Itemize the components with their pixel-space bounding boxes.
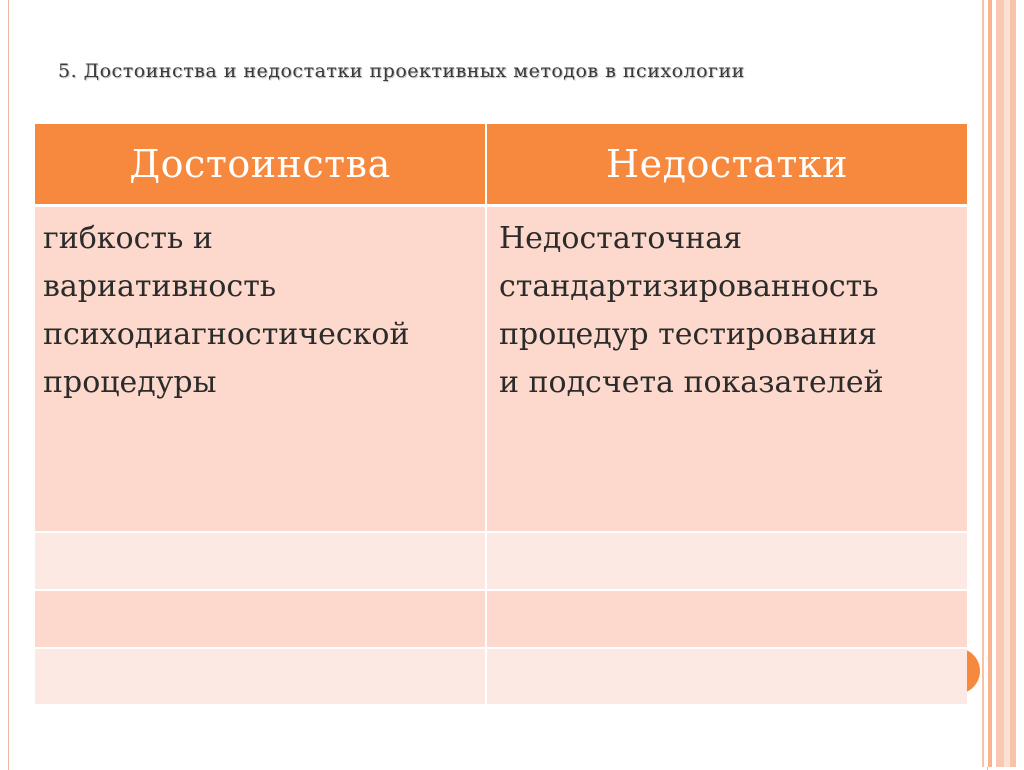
cell-empty	[487, 591, 967, 647]
cell-text-line: стандартизированность	[499, 269, 879, 304]
decorative-stripes	[980, 0, 1024, 767]
header-advantages: Достоинства	[35, 124, 487, 204]
cell-empty	[35, 591, 487, 647]
cell-text-line: вариативность	[43, 269, 277, 304]
cell-text-line: Недостаточная	[499, 221, 743, 256]
cell-text-line: процедуры	[43, 365, 217, 400]
cell-text-line: гибкость и	[43, 221, 213, 256]
cell-empty	[487, 533, 967, 589]
header-disadvantages: Недостатки	[606, 142, 848, 186]
table-row-empty	[35, 649, 967, 706]
cell-empty	[35, 649, 487, 704]
cell-text-line: и подсчета показателей	[499, 365, 884, 400]
comparison-table	[35, 124, 967, 706]
slide-title: 5. Достоинства и недостатки проективных методов в психологии	[58, 60, 745, 82]
cell-empty	[35, 533, 487, 589]
cell-empty	[487, 649, 967, 704]
table-header-row	[35, 124, 967, 207]
table-row	[35, 207, 967, 533]
cell-text-line: психодиагностической	[43, 317, 410, 352]
table-row-empty	[35, 591, 967, 649]
cell-text-line: процедур тестирования	[499, 317, 877, 352]
cell-disadvantages	[487, 207, 967, 531]
cell-advantages	[35, 207, 487, 531]
table-row-empty	[35, 533, 967, 591]
